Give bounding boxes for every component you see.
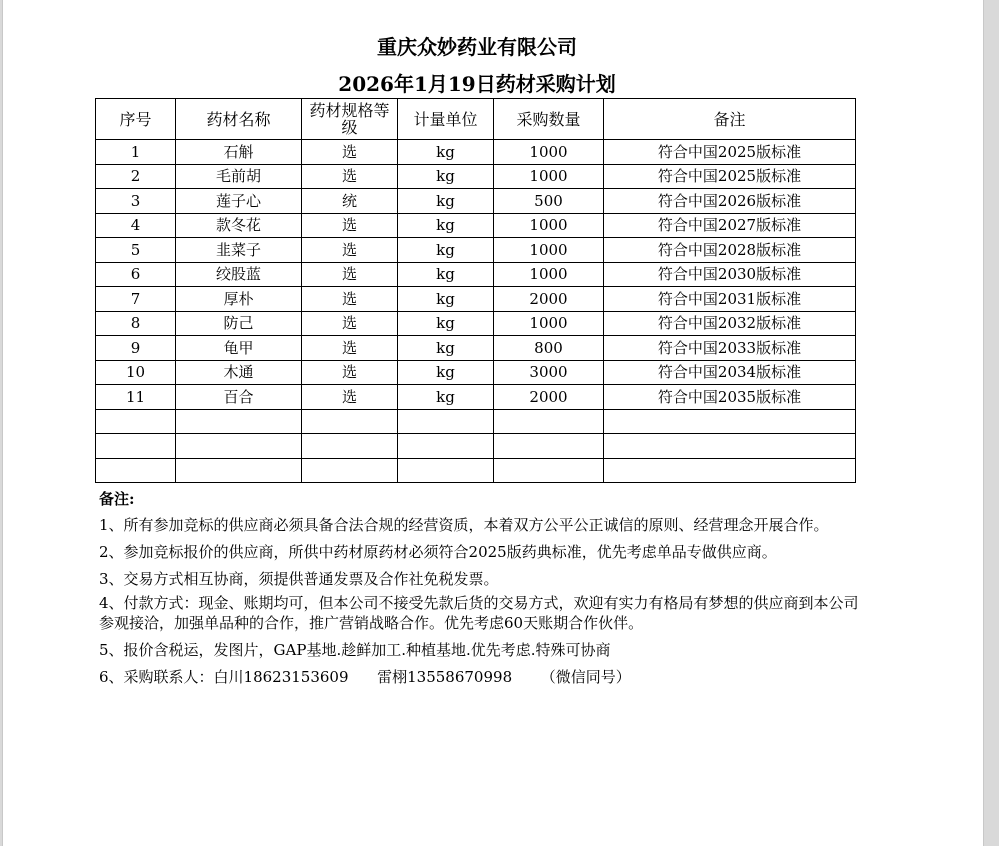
col-header-grade: 药材规格等级 bbox=[302, 99, 398, 140]
table-row bbox=[96, 164, 856, 189]
cell-no: 4 bbox=[96, 213, 176, 238]
table-row bbox=[96, 311, 856, 336]
cell-grade: 选 bbox=[302, 311, 398, 336]
cell-name: 木通 bbox=[176, 360, 302, 385]
cell-no: 9 bbox=[96, 336, 176, 361]
empty-cell bbox=[176, 409, 302, 434]
cell-no: 10 bbox=[96, 360, 176, 385]
note-item: 1、所有参加竞标的供应商必须具备合法合规的经营资质，本着双方公平公正诚信的原则、经营理念开展合作。 bbox=[99, 516, 829, 534]
cell-grade: 选 bbox=[302, 140, 398, 165]
empty-cell bbox=[494, 434, 604, 459]
empty-cell bbox=[604, 434, 856, 459]
table-row bbox=[96, 140, 856, 165]
cell-grade: 选 bbox=[302, 213, 398, 238]
cell-unit: kg bbox=[398, 311, 494, 336]
empty-table-row bbox=[96, 434, 856, 459]
cell-unit: kg bbox=[398, 189, 494, 214]
cell-remark: 符合中国2027版标准 bbox=[604, 213, 856, 238]
cell-remark: 符合中国2033版标准 bbox=[604, 336, 856, 361]
cell-name: 莲子心 bbox=[176, 189, 302, 214]
cell-qty: 1000 bbox=[494, 238, 604, 263]
cell-unit: kg bbox=[398, 360, 494, 385]
cell-qty: 2000 bbox=[494, 287, 604, 312]
empty-cell bbox=[96, 458, 176, 483]
cell-grade: 选 bbox=[302, 385, 398, 410]
empty-cell bbox=[176, 434, 302, 459]
table-row bbox=[96, 189, 856, 214]
empty-cell bbox=[176, 458, 302, 483]
cell-unit: kg bbox=[398, 262, 494, 287]
empty-table-row bbox=[96, 409, 856, 434]
cell-name: 毛前胡 bbox=[176, 164, 302, 189]
cell-no: 1 bbox=[96, 140, 176, 165]
cell-remark: 符合中国2025版标准 bbox=[604, 164, 856, 189]
cell-grade: 选 bbox=[302, 164, 398, 189]
purchase-table bbox=[95, 98, 856, 483]
cell-unit: kg bbox=[398, 336, 494, 361]
empty-cell bbox=[398, 409, 494, 434]
table-row bbox=[96, 287, 856, 312]
cell-unit: kg bbox=[398, 238, 494, 263]
cell-remark: 符合中国2030版标准 bbox=[604, 262, 856, 287]
cell-remark: 符合中国2032版标准 bbox=[604, 311, 856, 336]
cell-remark: 符合中国2035版标准 bbox=[604, 385, 856, 410]
table-row bbox=[96, 360, 856, 385]
document-page bbox=[2, 0, 984, 846]
cell-unit: kg bbox=[398, 287, 494, 312]
cell-no: 5 bbox=[96, 238, 176, 263]
table-row bbox=[96, 238, 856, 263]
cell-qty: 1000 bbox=[494, 311, 604, 336]
note-item: 3、交易方式相互协商，须提供普通发票及合作社免税发票。 bbox=[99, 570, 499, 588]
cell-no: 8 bbox=[96, 311, 176, 336]
empty-cell bbox=[494, 409, 604, 434]
col-header-name: 药材名称 bbox=[176, 99, 302, 140]
cell-name: 百合 bbox=[176, 385, 302, 410]
cell-qty: 500 bbox=[494, 189, 604, 214]
cell-grade: 选 bbox=[302, 336, 398, 361]
cell-qty: 1000 bbox=[494, 164, 604, 189]
cell-unit: kg bbox=[398, 213, 494, 238]
empty-cell bbox=[302, 409, 398, 434]
note-item: 6、采购联系人：白川18623153609 雷栩13558670998 （微信同号） bbox=[99, 668, 631, 686]
cell-grade: 选 bbox=[302, 360, 398, 385]
cell-no: 7 bbox=[96, 287, 176, 312]
empty-cell bbox=[302, 434, 398, 459]
empty-cell bbox=[494, 458, 604, 483]
cell-name: 龟甲 bbox=[176, 336, 302, 361]
cell-name: 款冬花 bbox=[176, 213, 302, 238]
cell-no: 6 bbox=[96, 262, 176, 287]
cell-remark: 符合中国2034版标准 bbox=[604, 360, 856, 385]
empty-cell bbox=[604, 458, 856, 483]
note-item: 4、付款方式：现金、账期均可，但本公司不接受先款后货的交易方式，欢迎有实力有格局有梦想的供应商到本公司参观接洽，加强单品种的合作，推广营销战略合作。优先考虑60天账期合作伙伴。 bbox=[99, 594, 859, 632]
col-header-remark: 备注 bbox=[604, 99, 856, 140]
empty-cell bbox=[398, 434, 494, 459]
col-header-unit: 计量单位 bbox=[398, 99, 494, 140]
notes-label: 备注: bbox=[99, 490, 135, 508]
cell-name: 绞股蓝 bbox=[176, 262, 302, 287]
cell-no: 11 bbox=[96, 385, 176, 410]
empty-cell bbox=[604, 409, 856, 434]
cell-qty: 800 bbox=[494, 336, 604, 361]
cell-no: 3 bbox=[96, 189, 176, 214]
cell-name: 厚朴 bbox=[176, 287, 302, 312]
empty-cell bbox=[96, 409, 176, 434]
table-row bbox=[96, 213, 856, 238]
empty-table-row bbox=[96, 458, 856, 483]
notes-section bbox=[99, 489, 859, 694]
cell-grade: 统 bbox=[302, 189, 398, 214]
cell-unit: kg bbox=[398, 385, 494, 410]
table-row bbox=[96, 385, 856, 410]
empty-cell bbox=[398, 458, 494, 483]
cell-unit: kg bbox=[398, 164, 494, 189]
cell-grade: 选 bbox=[302, 262, 398, 287]
empty-cell bbox=[96, 434, 176, 459]
col-header-qty: 采购数量 bbox=[494, 99, 604, 140]
cell-name: 韭菜子 bbox=[176, 238, 302, 263]
cell-qty: 1000 bbox=[494, 262, 604, 287]
cell-name: 石斛 bbox=[176, 140, 302, 165]
cell-qty: 1000 bbox=[494, 213, 604, 238]
plan-title: 2026年1月19日药材采购计划 bbox=[338, 72, 616, 96]
empty-cell bbox=[302, 458, 398, 483]
cell-qty: 2000 bbox=[494, 385, 604, 410]
col-header-no: 序号 bbox=[96, 99, 176, 140]
note-item: 2、参加竞标报价的供应商，所供中药材原药材必须符合2025版药典标准，优先考虑单品专做供应商。 bbox=[99, 543, 777, 561]
cell-grade: 选 bbox=[302, 287, 398, 312]
cell-remark: 符合中国2025版标准 bbox=[604, 140, 856, 165]
note-item: 5、报价含税运，发图片，GAP基地.趁鲜加工.种植基地.优先考虑.特殊可协商 bbox=[99, 641, 611, 659]
table-row bbox=[96, 336, 856, 361]
table-header-row bbox=[96, 99, 856, 140]
cell-remark: 符合中国2031版标准 bbox=[604, 287, 856, 312]
cell-unit: kg bbox=[398, 140, 494, 165]
cell-remark: 符合中国2028版标准 bbox=[604, 238, 856, 263]
cell-qty: 3000 bbox=[494, 360, 604, 385]
table-body bbox=[96, 140, 856, 483]
cell-grade: 选 bbox=[302, 238, 398, 263]
cell-remark: 符合中国2026版标准 bbox=[604, 189, 856, 214]
cell-no: 2 bbox=[96, 164, 176, 189]
table-row bbox=[96, 262, 856, 287]
company-title: 重庆众妙药业有限公司 bbox=[377, 35, 577, 59]
cell-qty: 1000 bbox=[494, 140, 604, 165]
cell-name: 防己 bbox=[176, 311, 302, 336]
